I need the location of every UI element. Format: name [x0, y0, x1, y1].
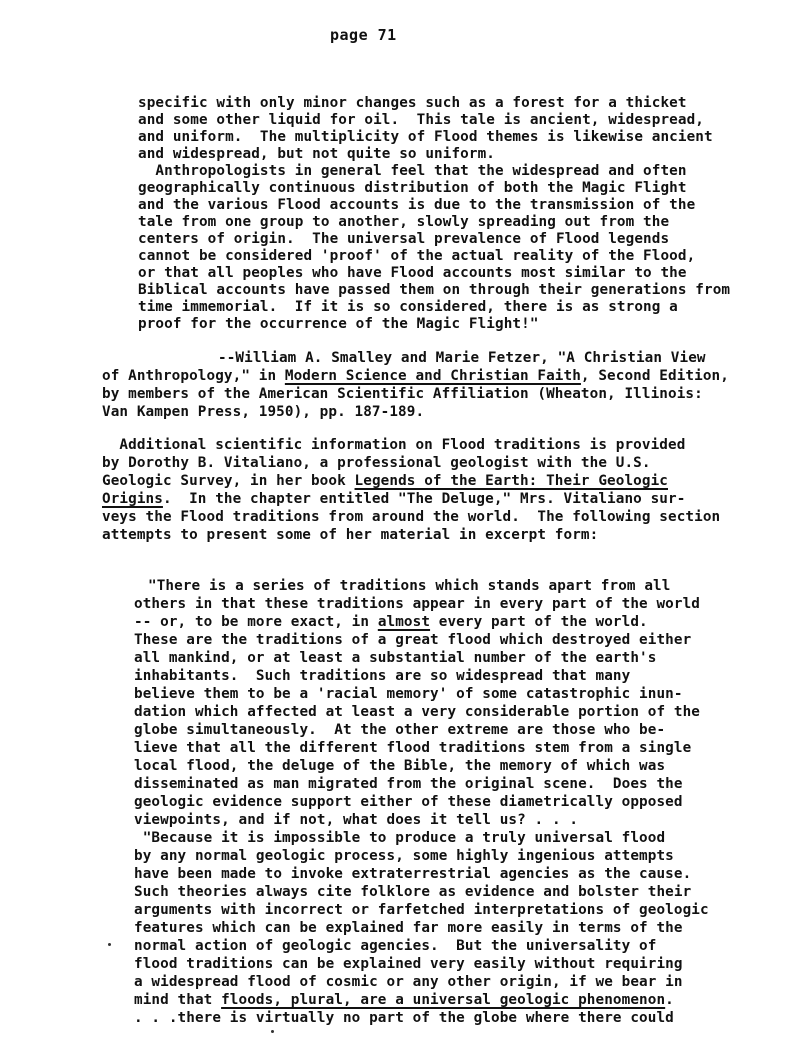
emphasis: almost — [377, 614, 431, 630]
quote-line: inhabitants. Such traditions are so widespread that many — [134, 668, 631, 684]
quote-line: globe simultaneously. At the other extreme are those who be- — [134, 722, 666, 738]
text-line: cannot be considered 'proof' of the actual reality of the Flood, — [138, 248, 696, 264]
text-line: attempts to present some of her material in excerpt form: — [102, 527, 599, 543]
quote-line: . . .there is virtually no part of the globe where there could — [134, 1010, 674, 1026]
quote-segment: mind that — [134, 992, 222, 1008]
quote-line: Such theories always cite folklore as evidence and bolster their — [134, 884, 692, 900]
quote-line: "There is a series of traditions which stands apart from all — [148, 578, 671, 594]
text-line: and some other liquid for oil. This tale is ancient, widespread, — [138, 112, 704, 128]
quote-line: arguments with incorrect or farfetched interpretations of geologic — [134, 902, 709, 918]
quote-line: dation which affected at least a very considerable portion of the — [134, 704, 700, 720]
quote-line: geologic evidence support either of these diametrically opposed — [134, 794, 683, 810]
quote-line: believe them to be a 'racial memory' of some catastrophic inun- — [134, 686, 683, 702]
text-line: by Dorothy B. Vitaliano, a professional geologist with the U.S. — [102, 455, 651, 471]
quote-line — [134, 992, 674, 1009]
citation-text: of Anthropology," in — [102, 368, 285, 384]
stray-mark — [271, 1030, 274, 1033]
text-segment: Geologic Survey, in her book — [102, 473, 355, 489]
quote-line: a widespread flood of cosmic or any other origin, if we bear in — [134, 974, 683, 990]
quote-line: local flood, the deluge of the Bible, the memory of which was — [134, 758, 666, 774]
quote-line: all mankind, or at least a substantial number of the earth's — [134, 650, 657, 666]
text-line: geographically continuous distribution of both the Magic Flight — [138, 180, 687, 196]
quote-line: lieve that all the different flood traditions stem from a single — [134, 740, 692, 756]
quote-line: These are the traditions of a great flood which destroyed either — [134, 632, 692, 648]
text-line: centers of origin. The universal prevalence of Flood legends — [138, 231, 670, 247]
text-line: and widespread, but not quite so uniform. — [138, 146, 496, 162]
text-line: Anthropologists in general feel that the widespread and often — [138, 163, 687, 179]
stray-mark — [108, 943, 111, 946]
quote-line: disseminated as man migrated from the original scene. Does the — [134, 776, 683, 792]
text-line: tale from one group to another, slowly spreading out from the — [138, 214, 670, 230]
citation-text: , Second Edition, — [580, 368, 729, 384]
text-line: and the various Flood accounts is due to the transmission of the — [138, 197, 696, 213]
text-line: Additional scientific information on Flood traditions is provided — [102, 437, 686, 453]
quote-segment: -- or, to be more exact, in — [134, 614, 378, 630]
quote-line: features which can be explained far more easily in terms of the — [134, 920, 683, 936]
page-number: page 71 — [330, 26, 397, 44]
quote-line: normal action of geologic agencies. But the universality of — [134, 938, 657, 954]
book-title: Origins — [102, 491, 163, 507]
text-segment: . In the chapter entitled "The Deluge," Mrs. Vitaliano sur- — [162, 491, 686, 507]
citation-line: by members of the American Scientific Affiliation (Wheaton, Illinois: — [102, 386, 703, 402]
citation-line: Van Kampen Press, 1950), pp. 187-189. — [102, 404, 425, 420]
emphasis: floods, plural, are a universal geologic phenomenon — [221, 992, 666, 1008]
text-line: veys the Flood traditions from around the world. The following section — [102, 509, 721, 525]
quote-line: "Because it is impossible to produce a truly universal flood — [134, 830, 666, 846]
quote-line: flood traditions can be explained very easily without requiring — [134, 956, 683, 972]
quote-line: by any normal geologic process, some highly ingenious attempts — [134, 848, 674, 864]
quote-line: viewpoints, and if not, what does it tell us? . . . — [134, 812, 579, 828]
text-line: or that all peoples who have Flood accounts most similar to the — [138, 265, 687, 281]
quote-line: others in that these traditions appear in every part of the world — [134, 596, 700, 612]
citation-line — [102, 368, 729, 385]
text-line — [102, 473, 668, 490]
text-line: specific with only minor changes such as a forest for a thicket — [138, 95, 687, 111]
text-line: and uniform. The multiplicity of Flood themes is likewise ancient — [138, 129, 713, 145]
quote-line — [134, 614, 648, 631]
book-title: Modern Science and Christian Faith — [284, 368, 581, 384]
text-line: Biblical accounts have passed them on through their generations from — [138, 282, 731, 298]
text-line — [102, 491, 685, 508]
quote-segment: every part of the world. — [430, 614, 648, 630]
text-line: time immemorial. If it is so considered, there is as strong a — [138, 299, 678, 315]
quote-line: have been made to invoke extraterrestrial agencies as the cause. — [134, 866, 692, 882]
quote-segment: . — [665, 992, 674, 1008]
text-line: proof for the occurrence of the Magic Flight!" — [138, 316, 539, 332]
citation-line: --William A. Smalley and Marie Fetzer, "A Christian View — [218, 350, 706, 366]
book-title: Legends of the Earth: Their Geologic — [354, 473, 668, 489]
